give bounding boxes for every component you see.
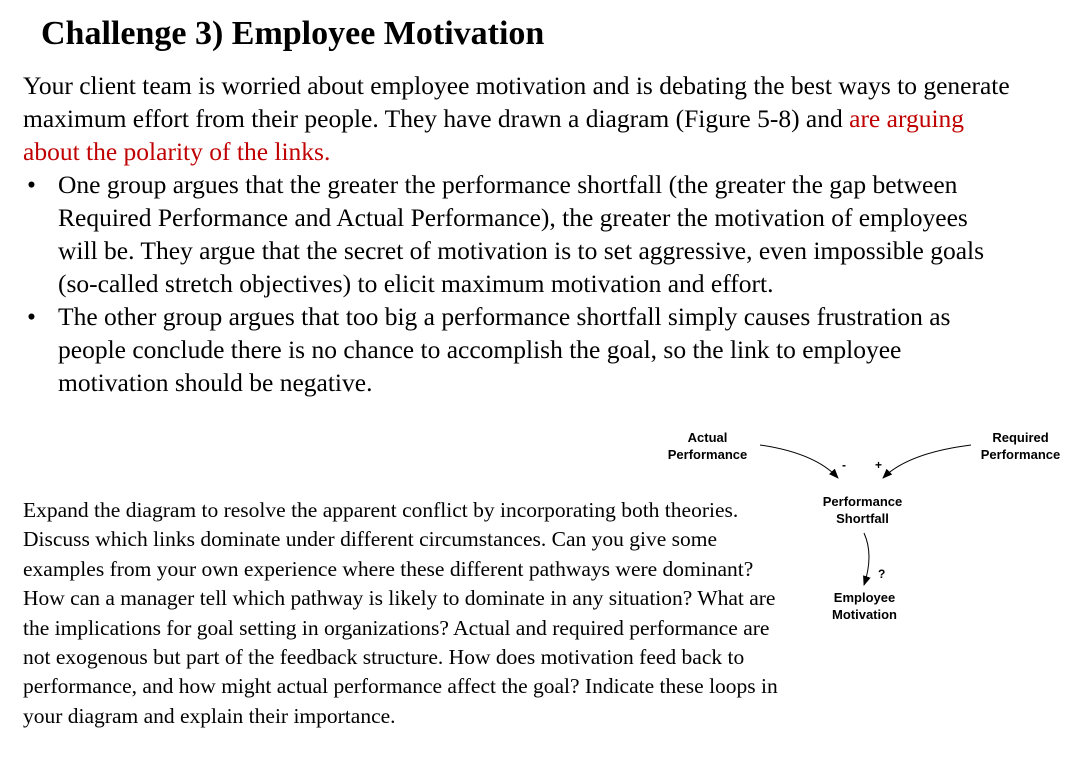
node-label: Employee Motivation bbox=[832, 590, 897, 622]
link-shortfall-to-motivation bbox=[864, 533, 869, 585]
intro-highlight: are arguing about the polarity of the links. bbox=[23, 104, 965, 166]
intro-paragraph bbox=[23, 69, 1023, 168]
polarity-shortfall-to-motivation: ? bbox=[878, 567, 886, 581]
argument-text: One group argues that the greater the performance shortfall (the greater the gap between Required Performance and Actual Performance), the greater the motivation of employees will be. They argue that the secret of motivation is to set aggressive, even impossible goals (so-called stretch objectives) to elicit maximum motivation and effort. bbox=[58, 170, 985, 298]
argument-item-negative bbox=[23, 300, 1003, 399]
node-label: Required Performance bbox=[980, 430, 1061, 462]
page-title: Challenge 3) Employee Motivation bbox=[41, 15, 545, 52]
argument-item-positive bbox=[23, 168, 1003, 300]
node-label: Performance Shortfall bbox=[822, 494, 903, 526]
argument-text: The other group argues that too big a performance shortfall simply causes frustration as people conclude there is no chance to accomplish the goal, so the link to employee motivation should be negative. bbox=[58, 302, 951, 397]
node-actual-performance bbox=[660, 429, 755, 463]
node-performance-shortfall bbox=[810, 493, 915, 527]
node-required-performance bbox=[973, 429, 1068, 463]
node-employee-motivation bbox=[812, 589, 917, 623]
polarity-actual-to-shortfall: - bbox=[842, 458, 846, 472]
intro-text: Your client team is worried about employee motivation and is debating the best ways to generate maximum effort from their people. They have drawn a diagram (Figure 5-8) and bbox=[23, 71, 1010, 133]
link-actual-to-shortfall bbox=[760, 445, 838, 478]
link-required-to-shortfall bbox=[883, 445, 971, 478]
argument-list bbox=[23, 168, 1023, 399]
bullet-icon: • bbox=[27, 302, 36, 331]
causal-loop-diagram bbox=[640, 425, 1070, 635]
intro-section bbox=[23, 69, 1023, 399]
task-paragraph: Expand the diagram to resolve the apparent conflict by incorporating both theories. Discuss which links dominate under different circumstances. Can you give some examples from your own experience where these different pathways were dominant? How can a manager tell which pathway is likely to dominate in any situation? What are the implications for goal setting in organizations? Actual and required performance are not exogenous but part of the feedback structure. How does motivation feed back to performance, and how might actual performance affect the goal? Indicate these loops in your diagram and explain their importance. bbox=[23, 498, 778, 728]
node-label: Actual Performance bbox=[667, 430, 748, 462]
bullet-icon: • bbox=[27, 170, 36, 199]
polarity-required-to-shortfall: + bbox=[875, 458, 883, 472]
